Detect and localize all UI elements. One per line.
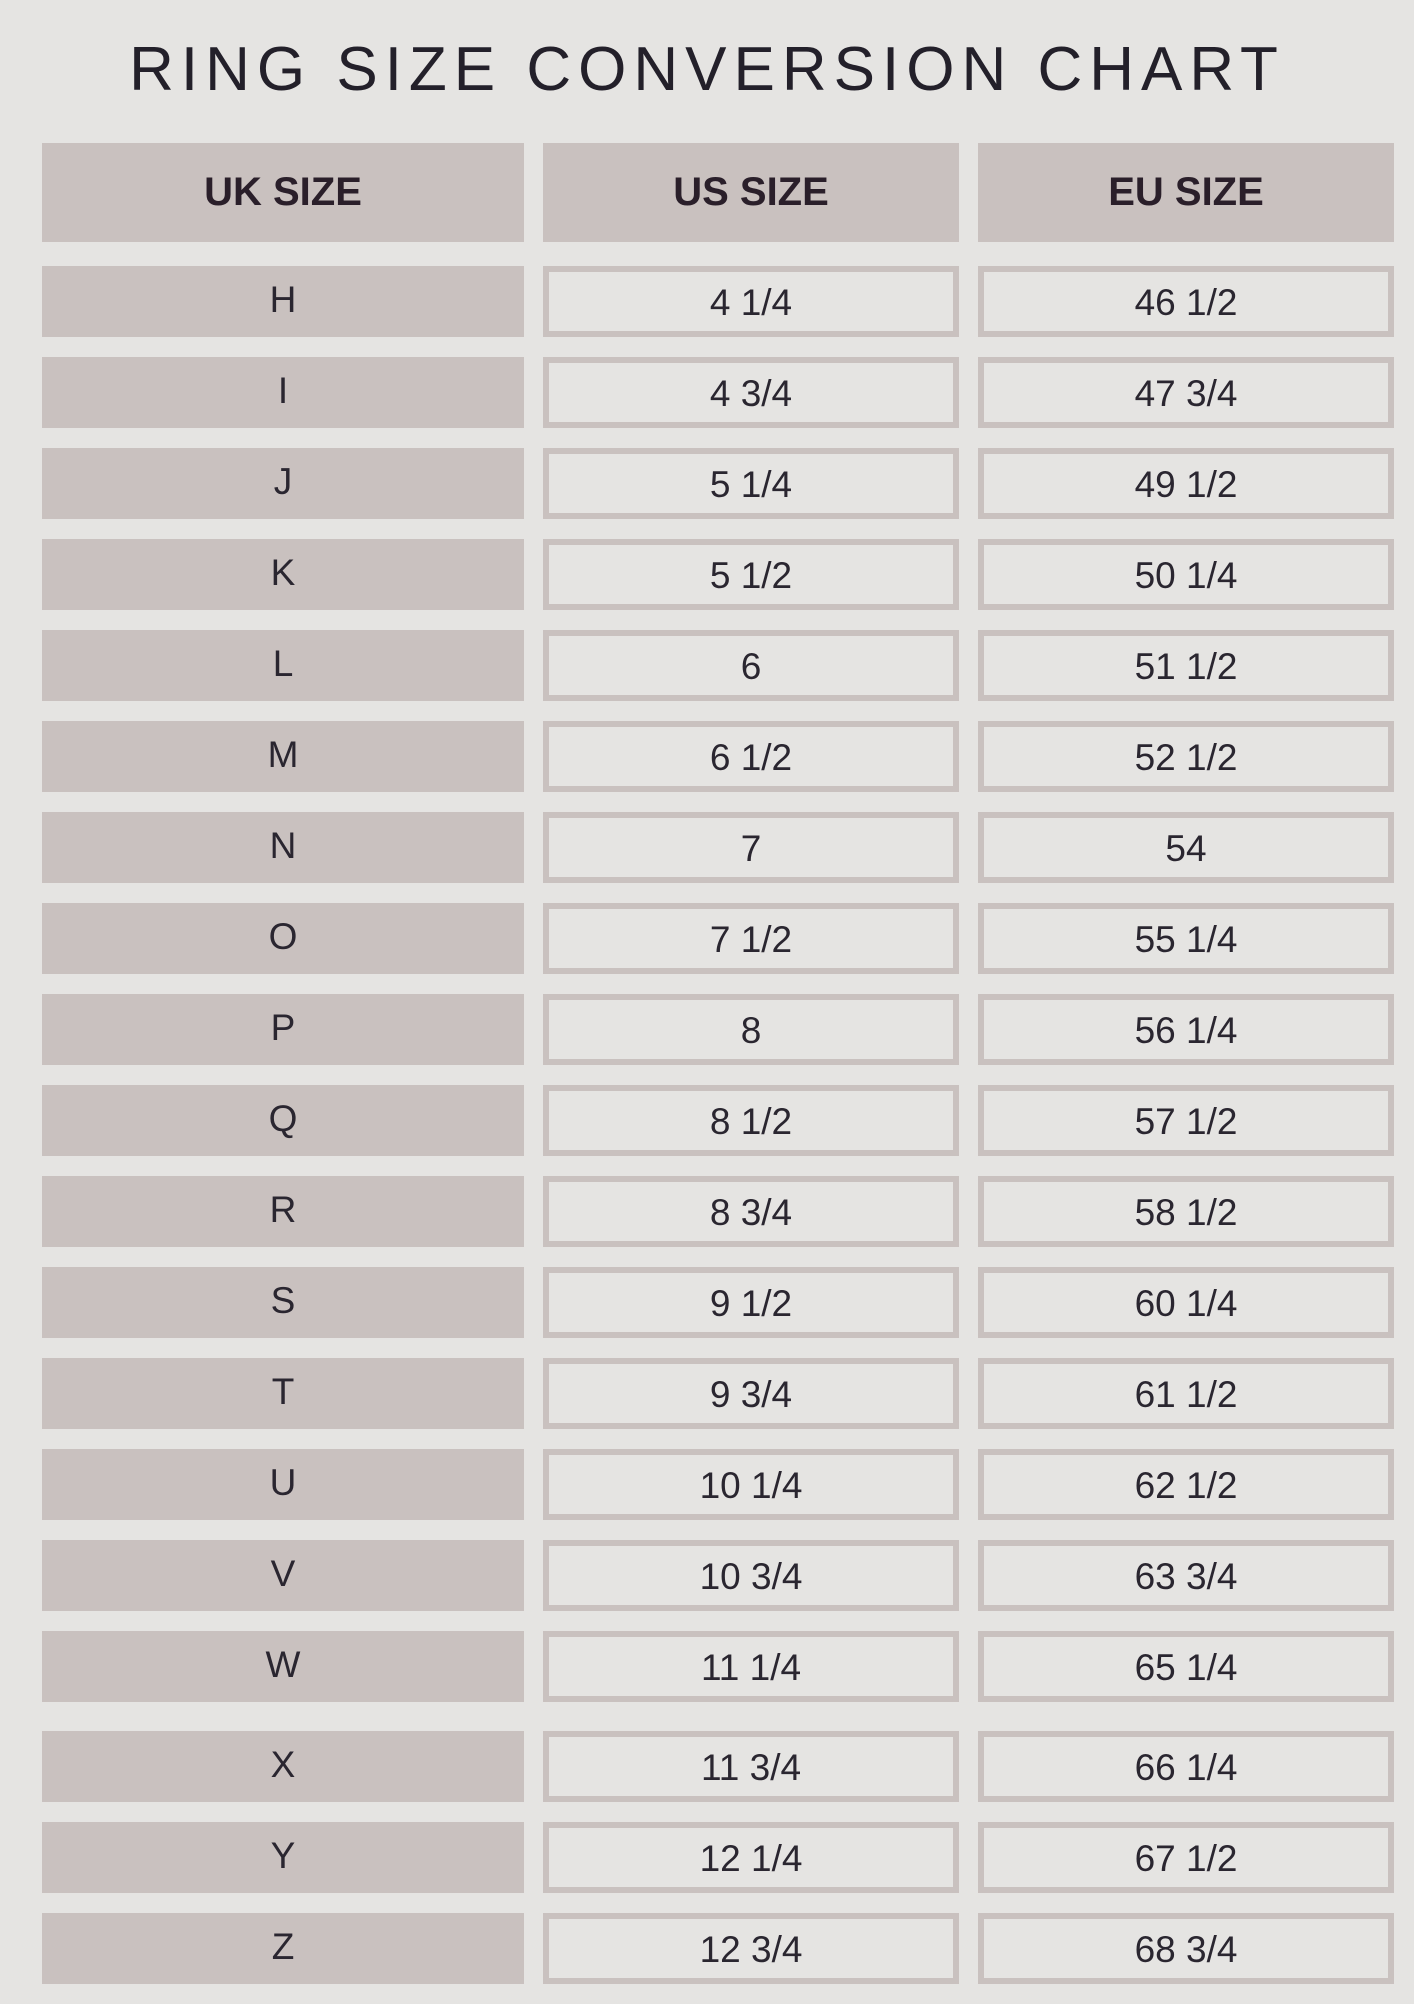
eu-size-cell: 55 1/4 <box>978 903 1394 974</box>
us-size-cell: 10 3/4 <box>543 1540 959 1611</box>
eu-size-cell: 57 1/2 <box>978 1085 1394 1156</box>
eu-size-cell: 61 1/2 <box>978 1358 1394 1429</box>
eu-size-header: EU SIZE <box>978 143 1394 242</box>
uk-size-cell: Z <box>42 1913 524 1984</box>
eu-size-cell: 49 1/2 <box>978 448 1394 519</box>
table-row <box>0 812 1414 903</box>
table-row <box>0 1449 1414 1540</box>
uk-size-cell: S <box>42 1267 524 1338</box>
eu-size-cell: 47 3/4 <box>978 357 1394 428</box>
table-row <box>0 1176 1414 1267</box>
eu-size-cell: 67 1/2 <box>978 1822 1394 1893</box>
table-row <box>0 1540 1414 1631</box>
uk-size-cell: O <box>42 903 524 974</box>
us-size-cell: 9 3/4 <box>543 1358 959 1429</box>
eu-size-cell: 46 1/2 <box>978 266 1394 337</box>
uk-size-cell: K <box>42 539 524 610</box>
eu-size-cell: 56 1/4 <box>978 994 1394 1065</box>
eu-size-cell: 58 1/2 <box>978 1176 1394 1247</box>
page-title: RING SIZE CONVERSION CHART <box>129 35 1285 104</box>
table-row <box>0 721 1414 812</box>
uk-size-header: UK SIZE <box>42 143 524 242</box>
uk-size-cell: U <box>42 1449 524 1520</box>
uk-size-cell: T <box>42 1358 524 1429</box>
us-size-cell: 8 3/4 <box>543 1176 959 1247</box>
eu-size-cell: 66 1/4 <box>978 1731 1394 1802</box>
us-size-cell: 6 1/2 <box>543 721 959 792</box>
uk-size-cell: R <box>42 1176 524 1247</box>
us-size-cell: 4 1/4 <box>543 266 959 337</box>
us-size-cell: 8 <box>543 994 959 1065</box>
uk-size-cell: X <box>42 1731 524 1802</box>
us-size-cell: 10 1/4 <box>543 1449 959 1520</box>
eu-size-cell: 65 1/4 <box>978 1631 1394 1702</box>
uk-size-cell: N <box>42 812 524 883</box>
uk-size-cell: Q <box>42 1085 524 1156</box>
us-size-header: US SIZE <box>543 143 959 242</box>
table-row <box>0 1731 1414 1822</box>
eu-size-cell: 68 3/4 <box>978 1913 1394 1984</box>
uk-size-cell: H <box>42 266 524 337</box>
eu-size-cell: 62 1/2 <box>978 1449 1394 1520</box>
uk-size-cell: J <box>42 448 524 519</box>
table-row <box>0 1631 1414 1731</box>
uk-size-cell: V <box>42 1540 524 1611</box>
us-size-cell: 11 1/4 <box>543 1631 959 1702</box>
table-row <box>0 630 1414 721</box>
table-row <box>0 266 1414 357</box>
us-size-cell: 7 <box>543 812 959 883</box>
eu-size-cell: 51 1/2 <box>978 630 1394 701</box>
uk-size-cell: W <box>42 1631 524 1702</box>
table-row <box>0 1913 1414 2004</box>
uk-size-cell: L <box>42 630 524 701</box>
us-size-cell: 12 1/4 <box>543 1822 959 1893</box>
us-size-cell: 7 1/2 <box>543 903 959 974</box>
uk-size-cell: Y <box>42 1822 524 1893</box>
eu-size-cell: 52 1/2 <box>978 721 1394 792</box>
table-row <box>0 994 1414 1085</box>
us-size-cell: 4 3/4 <box>543 357 959 428</box>
us-size-cell: 5 1/4 <box>543 448 959 519</box>
table-header <box>0 143 1414 242</box>
table-row <box>0 903 1414 994</box>
table-row <box>0 1358 1414 1449</box>
eu-size-cell: 60 1/4 <box>978 1267 1394 1338</box>
table-row <box>0 539 1414 630</box>
eu-size-cell: 50 1/4 <box>978 539 1394 610</box>
size-table <box>0 266 1414 2004</box>
us-size-cell: 8 1/2 <box>543 1085 959 1156</box>
uk-size-cell: M <box>42 721 524 792</box>
uk-size-cell: P <box>42 994 524 1065</box>
eu-size-cell: 54 <box>978 812 1394 883</box>
us-size-cell: 6 <box>543 630 959 701</box>
eu-size-cell: 63 3/4 <box>978 1540 1394 1611</box>
table-row <box>0 1822 1414 1913</box>
uk-size-cell: I <box>42 357 524 428</box>
us-size-cell: 12 3/4 <box>543 1913 959 1984</box>
table-row <box>0 1267 1414 1358</box>
us-size-cell: 11 3/4 <box>543 1731 959 1802</box>
us-size-cell: 5 1/2 <box>543 539 959 610</box>
table-row <box>0 1085 1414 1176</box>
table-row <box>0 448 1414 539</box>
us-size-cell: 9 1/2 <box>543 1267 959 1338</box>
table-row <box>0 357 1414 448</box>
